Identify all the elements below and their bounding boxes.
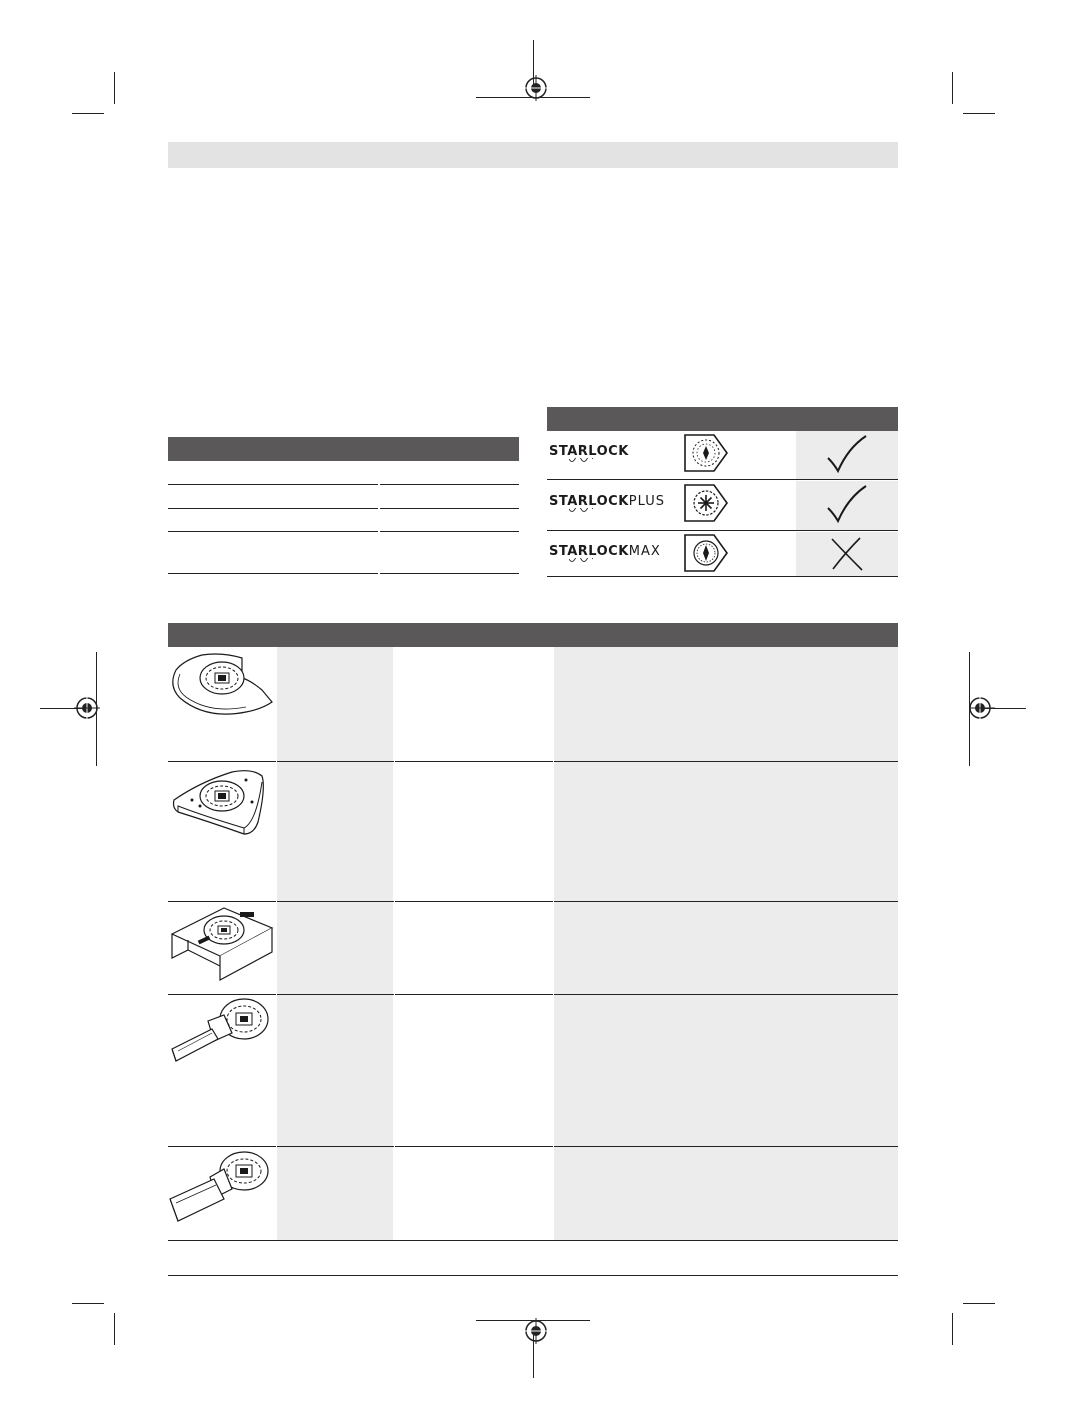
starlock-plus-logo bbox=[549, 494, 665, 509]
starlock-plus-logo-text: STARLOCK bbox=[549, 494, 629, 509]
spec-table-header bbox=[168, 437, 519, 461]
check-mark-icon bbox=[826, 434, 868, 474]
starlock-wave-icon bbox=[569, 508, 593, 514]
table-row-divider bbox=[547, 530, 898, 531]
table-row-divider bbox=[380, 508, 519, 509]
table-row-divider bbox=[168, 901, 898, 902]
starlock-max-logo-text: STARLOCK bbox=[549, 544, 629, 559]
column-divider bbox=[394, 647, 395, 1240]
table-row-divider bbox=[168, 508, 378, 509]
plunge-cut-blade-narrow-icon bbox=[168, 997, 274, 1067]
starlock-plus-suffix: PLUS bbox=[628, 494, 665, 509]
plunge-cut-blade-wide-icon bbox=[166, 1149, 276, 1225]
table-row-divider bbox=[168, 484, 378, 485]
table-row-divider bbox=[547, 576, 898, 577]
column-divider bbox=[276, 647, 277, 1240]
table-row-divider bbox=[168, 1240, 898, 1241]
table-row-divider bbox=[380, 484, 519, 485]
accessory-table-header bbox=[168, 623, 898, 647]
table-row-divider bbox=[547, 479, 898, 480]
registration-mark-icon bbox=[521, 75, 551, 105]
delta-sanding-plate-icon bbox=[170, 766, 270, 838]
segment-saw-blade-icon bbox=[166, 650, 274, 716]
starlock-wave-icon bbox=[569, 458, 593, 464]
accessory-shaded-column bbox=[554, 647, 898, 1240]
scraper-blade-icon bbox=[168, 904, 274, 984]
column-divider bbox=[553, 647, 554, 1240]
table-row-divider bbox=[168, 761, 898, 762]
starlock-max-suffix: MAX bbox=[628, 544, 661, 559]
table-row-divider bbox=[168, 1146, 898, 1147]
cross-mark-icon bbox=[830, 536, 864, 572]
table-row-divider bbox=[380, 531, 519, 532]
table-row-divider bbox=[168, 531, 378, 532]
compatibility-table-header bbox=[547, 407, 898, 431]
starlock-max-mount-icon bbox=[684, 534, 730, 572]
accessory-shaded-column bbox=[277, 647, 393, 1240]
starlock-plus-mount-icon bbox=[684, 484, 730, 522]
registration-mark-icon bbox=[74, 693, 104, 723]
page-header-band bbox=[168, 142, 898, 168]
registration-mark-icon bbox=[521, 1318, 551, 1348]
starlock-max-logo bbox=[549, 544, 661, 559]
registration-mark-icon bbox=[965, 693, 995, 723]
table-row-divider bbox=[168, 573, 378, 574]
starlock-mount-icon bbox=[684, 434, 730, 472]
footer-rule bbox=[168, 1275, 898, 1276]
starlock-wave-icon bbox=[569, 558, 593, 564]
table-row-divider bbox=[380, 573, 519, 574]
check-mark-icon bbox=[826, 484, 868, 524]
starlock-logo bbox=[549, 444, 629, 459]
table-row-divider bbox=[168, 994, 898, 995]
starlock-logo-text: STARLOCK bbox=[549, 444, 629, 459]
